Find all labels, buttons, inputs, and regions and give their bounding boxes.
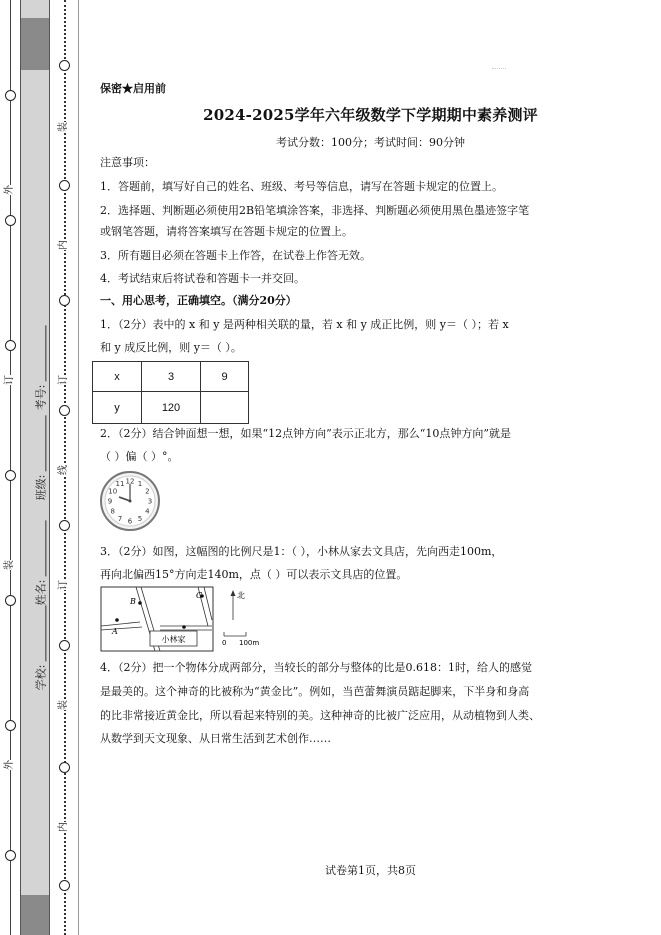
notice-item-2-cont: 或钢笔答题，请将答案填写在答题卡规定的位置上。 (100, 225, 353, 238)
margin-word-ding-outer: 订 (4, 375, 15, 385)
ring-icon (5, 215, 16, 226)
page-title: 2024-2025学年六年级数学下学期期中素养测评 (203, 106, 538, 124)
margin-right-border (78, 0, 79, 935)
class-field-line[interactable] (45, 416, 46, 472)
table-cell (201, 392, 249, 424)
margin-word-wai-2: 外 (4, 760, 15, 770)
table-cell: 9 (201, 362, 249, 392)
school-field-label: 学校: (34, 664, 48, 691)
map-home-label: 小林家 (161, 635, 186, 644)
margin-word-nei-2: 内 (58, 822, 69, 832)
margin-word-nei: 内 (58, 240, 69, 250)
confidential-label: 保密★启用前 (100, 82, 166, 95)
margin-dark-block-bottom (20, 895, 50, 935)
q1-line-1: 1．（2分）表中的 x 和 y 是两种相关联的量，若 x 和 y 成正比例，则 y＝（ ）；若 x (100, 318, 509, 331)
ring-icon (59, 762, 70, 773)
ring-icon (5, 340, 16, 351)
q2-line-2: （ ）偏（ ）°。 (100, 450, 179, 463)
map-scale-start: 0 (222, 639, 227, 647)
margin-word-wai: 外 (4, 185, 15, 195)
exam-number-field[interactable] (32, 326, 48, 411)
clock-numeral: 7 (117, 514, 123, 523)
school-field[interactable] (32, 606, 48, 691)
margin-word-zhuang-2: 装 (58, 700, 69, 710)
margin-word-zhuang: 装 (58, 122, 69, 132)
q4-line-1: 4．（2分）把一个物体分成两部分，当较长的部分与整体的比是0.618：1时，给人的感觉 (100, 661, 532, 674)
q4-line-4: 从数学到天文现象、从日常生活到艺术创作…… (100, 732, 331, 745)
margin-dark-block-top (20, 18, 50, 70)
clock-numeral: 8 (110, 507, 115, 516)
q3-map-figure (100, 586, 260, 652)
ring-icon (59, 405, 70, 416)
ring-icon (59, 880, 70, 891)
scan-speck (492, 68, 506, 71)
name-field-label: 姓名: (34, 579, 48, 606)
ring-icon (5, 850, 16, 861)
ring-icon (59, 520, 70, 531)
ring-icon (5, 720, 16, 731)
name-field[interactable] (32, 521, 48, 606)
map-point-a: A (112, 627, 118, 636)
margin-word-ding: 订 (58, 375, 69, 385)
q2-line-1: 2．（2分）结合钟面想一想，如果“12点钟方向”表示正北方，那么“10点钟方向”就是 (100, 427, 511, 440)
q1-table (92, 361, 249, 424)
ring-icon (5, 595, 16, 606)
class-field[interactable] (32, 416, 48, 501)
map-point-c: C (196, 591, 203, 600)
table-row (93, 392, 249, 424)
notice-item-3: 3．所有题目必须在答题卡上作答，在试卷上作答无效。 (100, 249, 371, 262)
section-heading: 一、用心思考，正确填空。（满分20分） (100, 294, 297, 307)
map-north-label: 北 (237, 591, 245, 600)
binding-margin (0, 0, 80, 935)
margin-word-ding-2: 订 (58, 580, 69, 590)
school-field-line[interactable] (45, 606, 46, 662)
map-scale-end: 100m (239, 639, 260, 647)
map-point-b: B (130, 597, 136, 606)
ring-icon (59, 640, 70, 651)
clock-face-image (100, 470, 160, 532)
page-footer: 试卷第1页，共8页 (325, 864, 416, 877)
clock-numeral: 12 (125, 477, 135, 486)
q3-line-1: 3．（2分）如图，这幅图的比例尺是1：（ ），小林从家去文具店，先向西走100m， (100, 545, 503, 558)
exam-number-field-line[interactable] (45, 326, 46, 382)
notice-heading: 注意事项： (100, 156, 155, 169)
table-row (93, 362, 249, 392)
clock-numeral: 11 (115, 480, 125, 489)
clock-numeral: 5 (137, 514, 143, 523)
notice-item-2: 2．选择题、判断题必须使用2B铅笔填涂答案，非选择、判断题必须使用黑色墨迹签字笔 (100, 204, 530, 217)
ring-icon (59, 60, 70, 71)
clock-numeral: 1 (137, 480, 143, 489)
ring-icon (59, 180, 70, 191)
q4-line-2: 是最美的。这个神奇的比被称为“黄金比”。例如，当芭蕾舞演员踮起脚来，下半身和身高 (100, 685, 530, 698)
clock-numeral: 10 (108, 487, 118, 496)
q1-line-2: 和 y 成反比例，则 y＝（ ）。 (100, 341, 242, 354)
clock-numeral: 3 (147, 497, 153, 506)
name-field-line[interactable] (45, 521, 46, 577)
margin-word-xian: 线 (58, 465, 69, 475)
table-cell: x (93, 362, 142, 392)
ring-icon (5, 470, 16, 481)
q4-line-3: 的比非常接近黄金比，所以看起来特别的美。这种神奇的比被广泛应用，从动植物到人类、 (100, 709, 540, 722)
exam-info: 考试分数：100分；考试时间：90分钟 (276, 136, 465, 149)
notice-item-4: 4．考试结束后将试卷和答题卡一并交回。 (100, 272, 305, 285)
margin-outer-line (10, 0, 11, 935)
margin-word-zhuang-outer: 装 (4, 560, 15, 570)
table-cell: 120 (142, 392, 201, 424)
ring-icon (59, 295, 70, 306)
clock-numeral: 2 (145, 487, 150, 496)
ring-icon (5, 90, 16, 101)
clock-numeral: 9 (107, 497, 113, 506)
notice-item-1: 1．答题前，填写好自己的姓名、班级、考号等信息，请写在答题卡规定的位置上。 (100, 180, 503, 193)
q3-line-2: 再向北偏西15°方向走140m，点（ ）可以表示文具店的位置。 (100, 568, 408, 581)
class-field-label: 班级: (34, 474, 48, 501)
table-cell: 3 (142, 362, 201, 392)
table-cell: y (93, 392, 142, 424)
exam-number-field-label: 考号: (34, 384, 48, 411)
clock-numeral: 6 (127, 517, 133, 526)
clock-numeral: 4 (145, 507, 150, 516)
